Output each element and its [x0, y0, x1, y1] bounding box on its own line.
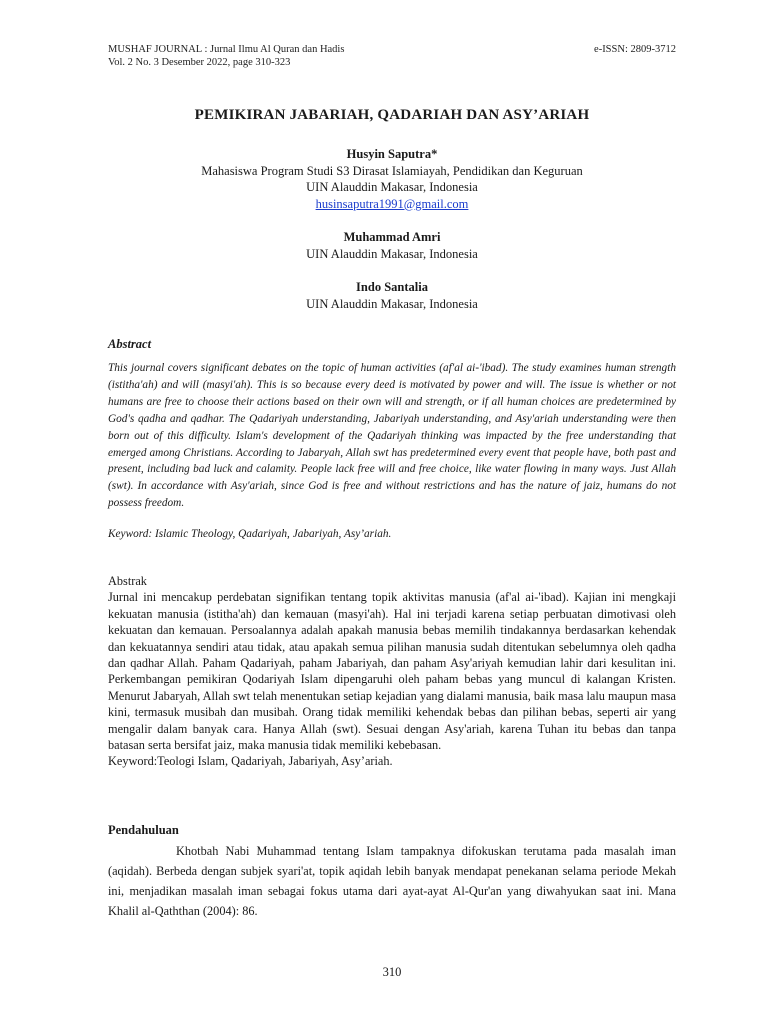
abstract-heading: Abstract: [108, 337, 152, 351]
author-list: [108, 146, 676, 329]
journal-name: MUSHAF JOURNAL : Jurnal Ilmu Al Quran dan Hadis: [108, 44, 345, 55]
author-affiliation: UIN Alauddin Makasar, Indonesia: [306, 296, 478, 311]
abstrak-text: Jurnal ini mencakup perdebatan signifikan tentang topik aktivitas manusia (af'al ai-'ibad). Kajian ini mengkaji kekuatan manusia (istitha'ah) dan kemauan (masyi'ah). Hal ini terjadi karena setiap perbuatan dimotivasi oleh kekuatan dan kemauan. Persoalannya adalah apakah manusia bebas memilih tindakannya berdasarkan kehendak dan kekuatannya sendiri atau tidak, atau apakah semua pilihan manusia sudah ditentukan sebelumnya oleh qadha dan qadhar Allah. Paham Qadariyah, paham Jabariyah, dan paham Asy'ariyah kemudian lahir dari kesulitan ini. Perkembangan pemikiran Qodariyah Islam dipengaruhi oleh paham bebas yang muncul di kalangan Kristen. Menurut Jabaryah, Allah swt telah menentukan setiap kejadian yang dialami manusia, baik masa lalu maupun masa kini, termasuk musibah dan musibah. Orang tidak memiliki kehendak bebas dan pilihan bebas, seperti air yang mengalir dalam banyak cara. Hanya Allah (swt). Sesuai dengan Asy'ariah, karena Tuhan itu bebas dan tanpa batasan serta bersifat jaiz, maka manusia tidak memiliki kebebasan.: [108, 590, 676, 753]
paper-title: PEMIKIRAN JABARIAH, QADARIAH DAN ASY’ARIAH: [194, 107, 590, 123]
volume-info: Vol. 2 No. 3 Desember 2022, page 310-323: [108, 57, 291, 68]
abstract-indonesian: [108, 573, 676, 770]
author-affiliation: UIN Alauddin Makasar, Indonesia: [306, 246, 478, 261]
author-3: [108, 279, 676, 312]
issn: e-ISSN: 2809-3712: [594, 44, 676, 55]
author-name: Husyin Saputra*: [346, 147, 438, 161]
document-page: [108, 0, 676, 1024]
author-name: Muhammad Amri: [343, 230, 441, 244]
introduction-paragraph: Khotbah Nabi Muhammad tentang Islam tampaknya difokuskan terutama pada masalah iman (aqidah). Berbeda dengan subjek syari'at, topik aqidah lebih banyak mendapat penekanan selama periode Mekah ini, menjadikan masalah iman sebagai fokus utama dari ayat-ayat Al-Qur'an yang diwahyukan saat ini. Mana Khalil al-Qaththan (2004): 86.: [108, 844, 676, 918]
section-heading: Pendahuluan: [108, 823, 179, 837]
page-number: 310: [382, 965, 402, 979]
abstrak-keywords: Keyword:Teologi Islam, Qadariyah, Jabariyah, Asy’ariah.: [108, 754, 393, 769]
author-2: [108, 229, 676, 262]
author-affiliation: UIN Alauddin Makasar, Indonesia: [306, 180, 478, 194]
abstract-text: This journal covers significant debates on the topic of human activities (af'al ai-'ibad). The study examines human strength (istitha'ah) and will (masyi'ah). This is so because every deed is motivated by power and will. The issue is whether or not humans are free to choose their actions based on their own will and strength, or if all human choices are predetermined by God's qadha and qadhar. The Qadariyah understanding, Jabariyah understanding, and Asy'ariah understanding were then born out of this difficulty. Islam's development of the Qadariyah thinking was impacted by the free understanding that emerged among Christians. According to Jabaryah, Allah swt has predetermined every event that people have, both past and present, including bad luck and calamity. People lack free will and free choice, like water flowing in many ways. Just Allah (swt). In accordance with Asy'ariah, since God is free and without restrictions and has the nature of jaiz, humans do not possess freedom.: [108, 362, 676, 510]
abstract-keywords: Keyword: Islamic Theology, Qadariyah, Jabariyah, Asy’ariah.: [108, 528, 392, 541]
author-email-link[interactable]: husinsaputra1991@gmail.com: [315, 196, 469, 211]
author-name: Indo Santalia: [356, 280, 428, 294]
abstract-english: [108, 337, 676, 540]
abstrak-heading: Abstrak: [108, 574, 147, 588]
author-affiliation: Mahasiswa Program Studi S3 Dirasat Islamiayah, Pendidikan dan Keguruan: [201, 163, 583, 178]
author-1: [108, 146, 676, 212]
running-header: [108, 43, 676, 69]
introduction-section: [108, 820, 676, 921]
